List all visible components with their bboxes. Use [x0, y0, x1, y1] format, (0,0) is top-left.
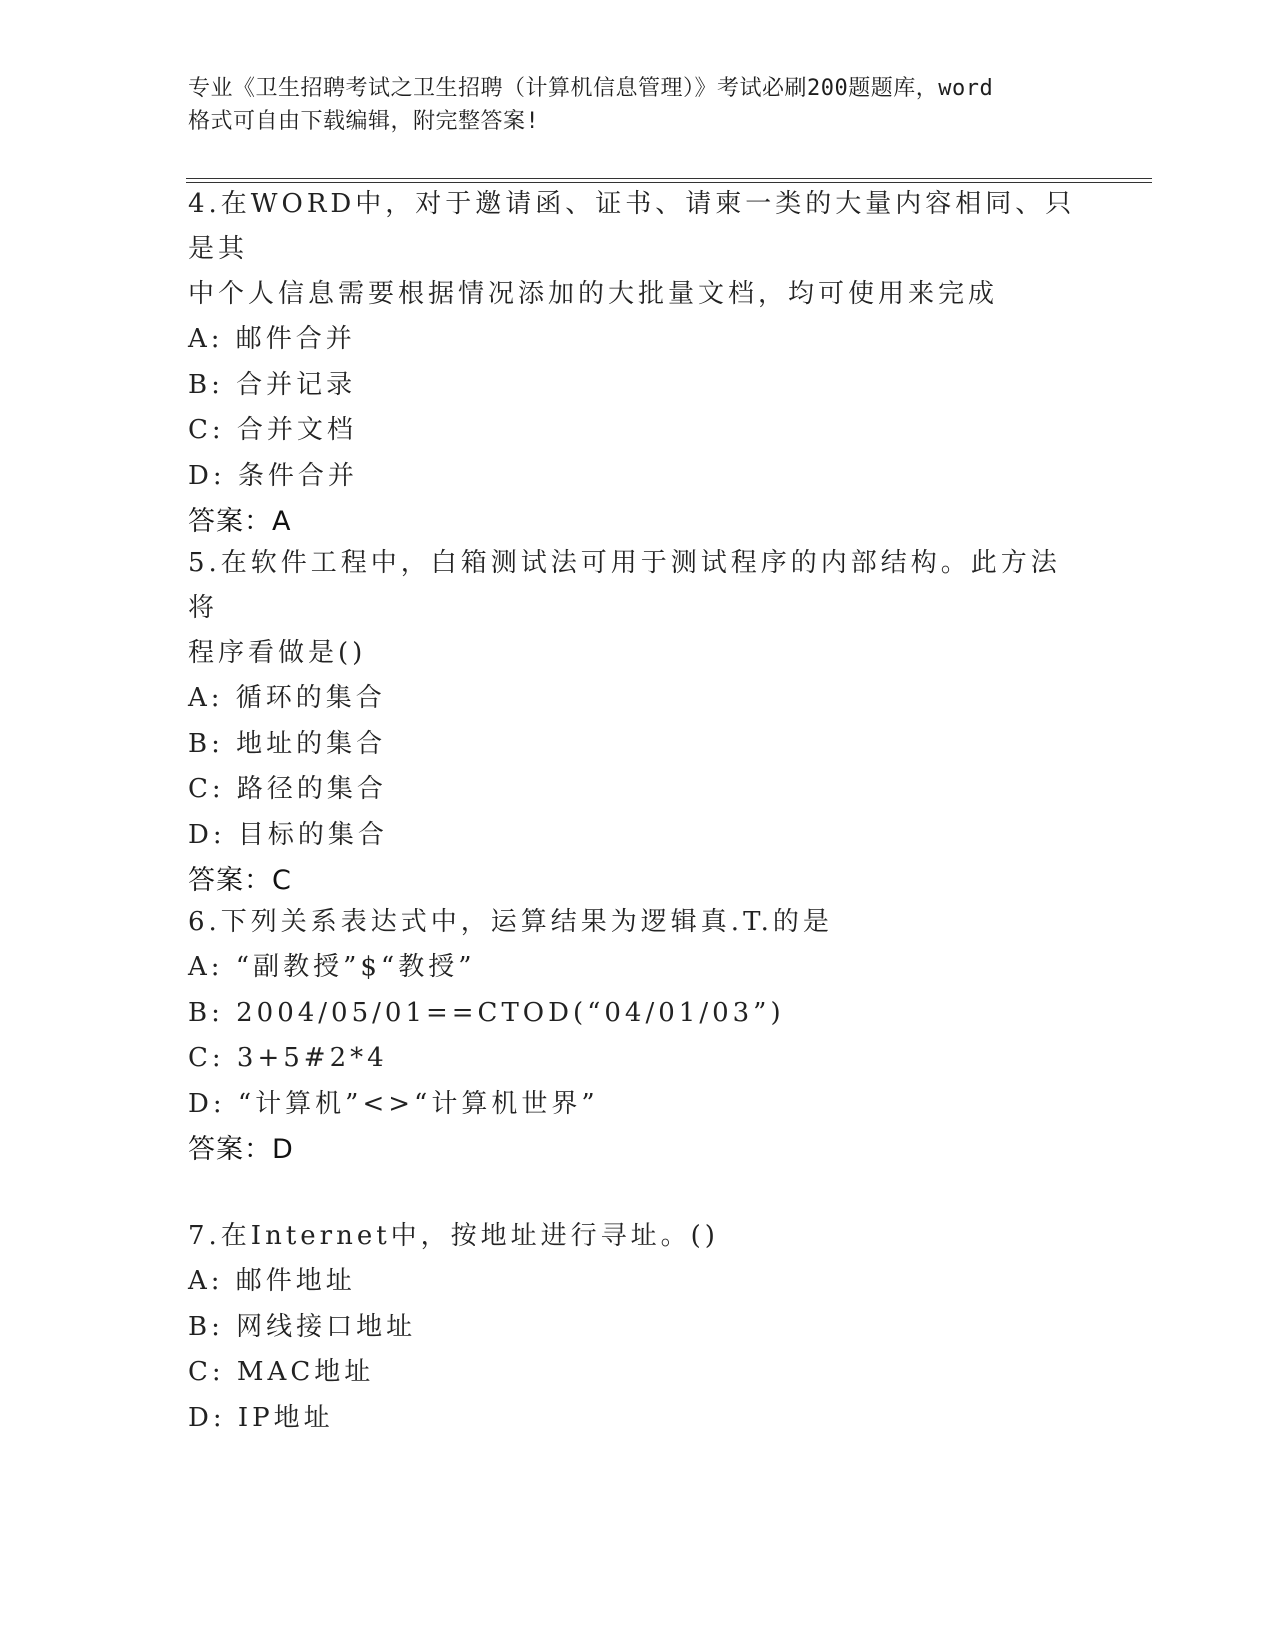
question-stem-line: 7.在Internet中，按地址进行寻址。()	[188, 1221, 719, 1251]
option-c: C: 路径的集合	[188, 774, 387, 804]
option-a: A: “副教授”$“教授”	[188, 952, 476, 982]
question-stem-line: 6.下列关系表达式中，运算结果为逻辑真.T.的是	[188, 907, 833, 937]
option-b: B: 合并记录	[188, 369, 357, 400]
question-7	[188, 1214, 1088, 1441]
question-4	[188, 182, 1088, 544]
option-c: C: 3+5#2*4	[188, 1043, 388, 1073]
question-6	[188, 900, 1088, 1172]
question-5	[188, 541, 1088, 903]
option-a: A: 循环的集合	[188, 683, 386, 713]
header-line-2: 格式可自由下载编辑，附完整答案!	[188, 109, 540, 134]
option-b: B: 地址的集合	[188, 728, 387, 759]
option-d: D: 目标的集合	[188, 819, 388, 850]
option-b: B: 2004/05/01==CTOD(“04/01/03”)	[188, 997, 785, 1028]
option-d: D: IP地址	[188, 1402, 334, 1433]
option-a: A: 邮件合并	[188, 324, 356, 354]
option-d: D: 条件合并	[188, 460, 358, 491]
header-line-1: 专业《卫生招聘考试之卫生招聘（计算机信息管理）》考试必刷200题题库，word	[188, 76, 994, 101]
answer: 答案：A	[188, 506, 292, 537]
question-stem-line: 4.在WORD中，对于邀请函、证书、请柬一类的大量内容相同、只是其	[188, 189, 1076, 264]
answer: 答案：C	[188, 865, 292, 896]
question-stem-line: 5.在软件工程中，白箱测试法可用于测试程序的内部结构。此方法将	[188, 548, 1061, 623]
question-stem-line: 程序看做是()	[188, 638, 367, 668]
option-b: B: 网线接口地址	[188, 1311, 417, 1342]
answer: 答案：D	[188, 1134, 294, 1165]
document-header	[188, 72, 1088, 138]
option-a: A: 邮件地址	[188, 1266, 356, 1296]
option-d: D: “计算机”<>“计算机世界”	[188, 1088, 599, 1119]
option-c: C: MAC地址	[188, 1357, 375, 1387]
option-c: C: 合并文档	[188, 415, 357, 445]
question-stem-line: 中个人信息需要根据情况添加的大批量文档，均可使用来完成	[188, 279, 999, 309]
